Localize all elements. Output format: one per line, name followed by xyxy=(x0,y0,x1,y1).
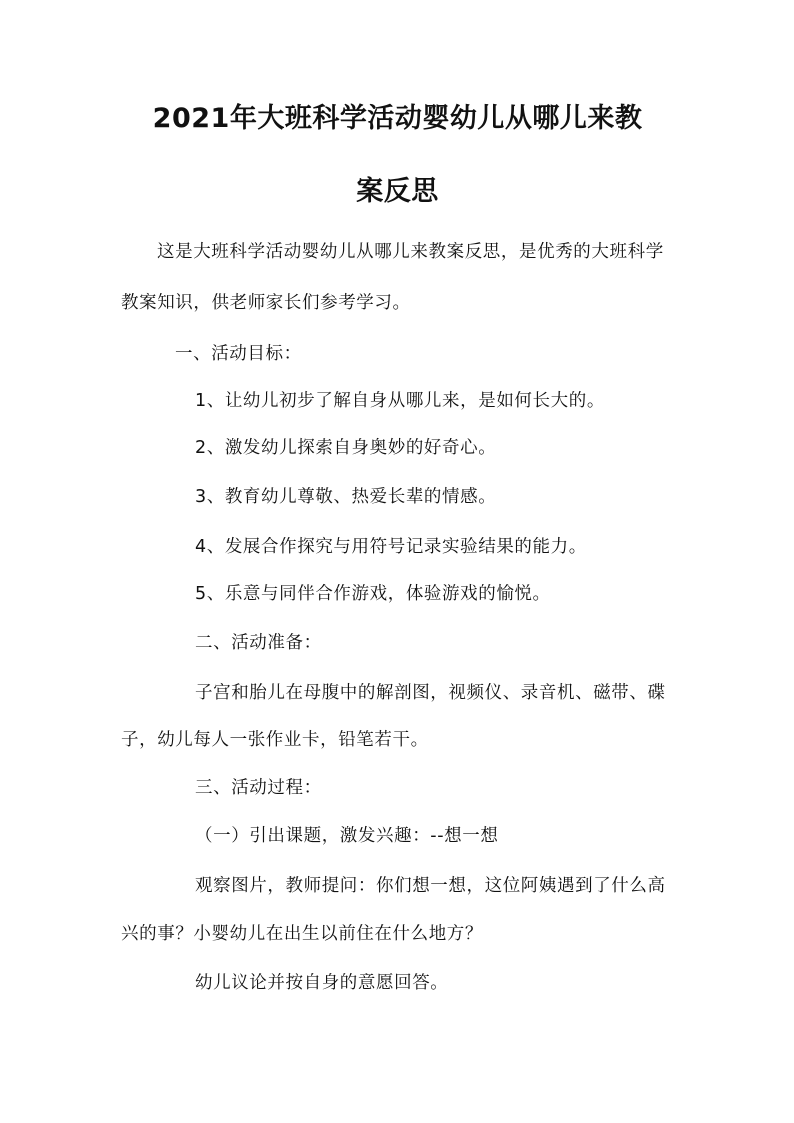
step-heading-1: （一）引出课题，激发兴趣：--想一想 xyxy=(195,826,499,846)
preparation-line-2: 子，幼儿每人一张作业卡，铅笔若干。 xyxy=(121,730,429,750)
goal-item-4: 4、发展合作探究与用符号记录实验结果的能力。 xyxy=(195,537,587,557)
preparation-line-1: 子宫和胎儿在母腹中的解剖图，视频仪、录音机、磁带、碟 xyxy=(195,683,666,703)
intro-paragraph-line-2: 教案知识，供老师家长们参考学习。 xyxy=(121,293,411,313)
goal-item-5: 5、乐意与同伴合作游戏，体验游戏的愉悦。 xyxy=(195,584,551,604)
goal-item-1: 1、让幼儿初步了解自身从哪儿来，是如何长大的。 xyxy=(195,391,605,411)
section-heading-goals: 一、活动目标： xyxy=(175,344,302,364)
section-heading-preparation: 二、活动准备： xyxy=(195,633,322,653)
goal-item-3: 3、教育幼儿尊敬、热爱长辈的情感。 xyxy=(195,487,497,507)
step1-paragraph-line-1: 观察图片，教师提问：你们想一想，这位阿姨遇到了什么高 xyxy=(195,876,666,896)
intro-paragraph-line-1: 这是大班科学活动婴幼儿从哪儿来教案反思，是优秀的大班科学 xyxy=(157,242,664,262)
step1-paragraph-line-2: 兴的事？小婴幼儿在出生以前住在什么地方？ xyxy=(121,924,483,944)
step1-paragraph-line-3: 幼儿议论并按自身的意愿回答。 xyxy=(195,973,449,993)
section-heading-process: 三、活动过程： xyxy=(195,778,322,798)
document-title-line-1: 2021年大班科学活动婴幼儿从哪儿来教 xyxy=(152,103,643,134)
goal-item-2: 2、激发幼儿探索自身奥妙的好奇心。 xyxy=(195,438,497,458)
document-title-line-2: 案反思 xyxy=(356,176,439,207)
